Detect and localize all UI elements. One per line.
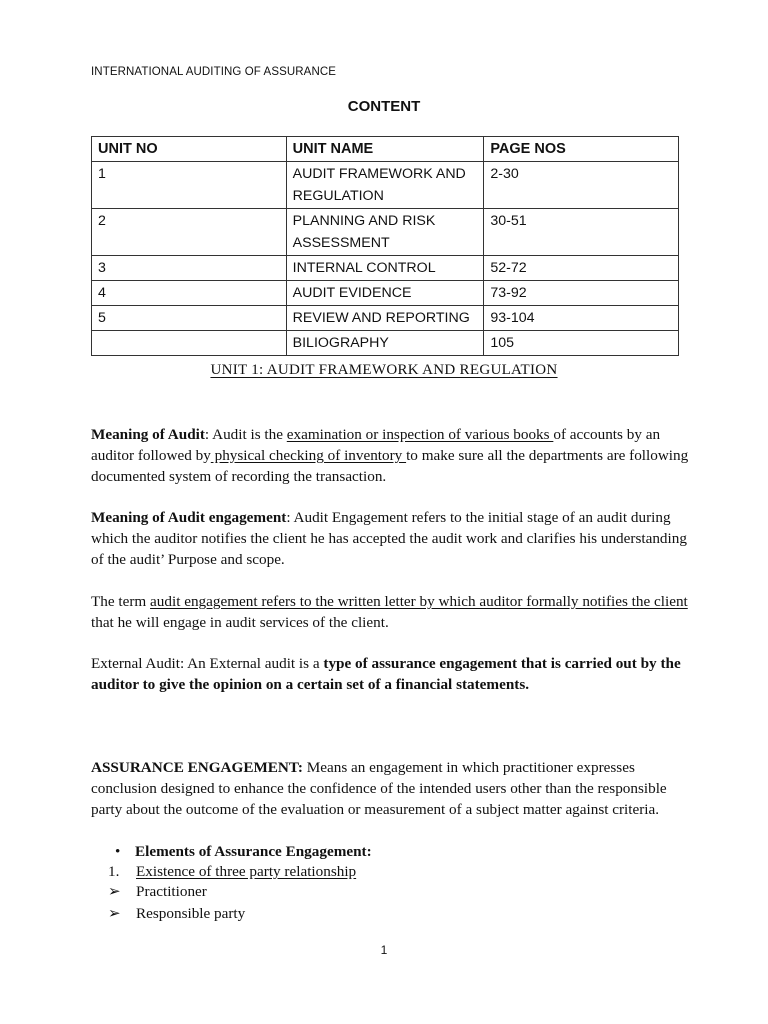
term-paragraph — [91, 591, 691, 633]
toc-unit-no: 5 — [92, 306, 287, 331]
toc-row — [92, 281, 679, 306]
bold-text: type of assurance engagement that is carried out by the auditor to give the opinion on a certain set of a financial statements. — [91, 655, 681, 693]
sub-item-text: Responsible party — [136, 905, 246, 922]
paragraph-text: : Audit Engagement refers to the initial stage of an audit during which the auditor notifies the client he has accepted the audit work and clarifies his understanding of the audit’ Purpose and scope. — [91, 509, 687, 568]
underlined-text: examination or inspection of various books — [286, 426, 554, 443]
underlined-text: audit engagement refers to the written letter by which auditor formally notifies the client — [150, 593, 688, 610]
sub-item-text: Practitioner — [136, 883, 207, 900]
toc-page-nos: 93-104 — [484, 306, 679, 331]
toc-column-header: PAGE NOS — [484, 137, 679, 162]
paragraph-text: that he will engage in audit services of the client. — [91, 614, 389, 631]
toc-unit-no: 3 — [92, 256, 287, 281]
toc-unit-no: 4 — [92, 281, 287, 306]
underlined-text: physical checking of inventory — [210, 447, 407, 464]
paragraph-text: of accounts by an auditor followed by — [91, 426, 661, 464]
meaning-of-engagement-term: Meaning of Audit engagement — [91, 509, 287, 526]
toc-header-row — [92, 137, 679, 162]
toc-column-header: UNIT NAME — [286, 137, 484, 162]
paragraph-text: Means an engagement in which practitioner expresses conclusion designed to enhance the confidence of the intended users other than the responsible party about the outcome of the evaluation or measurement of a subject matter against criteria. — [91, 759, 667, 818]
numbered-item — [91, 861, 356, 882]
toc-page-nos: 73-92 — [484, 281, 679, 306]
toc-unit-name: PLANNING AND RISK ASSESSMENT — [286, 209, 484, 256]
unit-heading-text: UNIT 1: AUDIT FRAMEWORK AND REGULATION — [210, 362, 558, 378]
content-title: CONTENT — [347, 98, 421, 115]
toc-row — [92, 256, 679, 281]
toc-unit-no: 2 — [92, 209, 287, 256]
toc-unit-name: REVIEW AND REPORTING — [286, 306, 484, 331]
meaning-of-engagement-paragraph — [91, 507, 691, 570]
arrow-bullet-icon: ➢ — [108, 883, 121, 900]
toc-unit-name: INTERNAL CONTROL — [286, 256, 484, 281]
paragraph-text: to make sure all the departments are following documented system of recording the transaction. — [91, 447, 689, 485]
toc-unit-name: BILIOGRAPHY — [286, 331, 484, 356]
paragraph-text: The term — [91, 593, 151, 610]
assurance-engagement-paragraph — [91, 757, 691, 820]
table-of-contents — [91, 136, 679, 356]
toc-row — [92, 162, 679, 209]
unit-heading — [0, 362, 768, 379]
bullet-icon: • — [115, 843, 121, 860]
document-header: INTERNATIONAL AUDITING OF ASSURANCE — [91, 66, 337, 78]
item-number: 1. — [108, 863, 120, 880]
toc-page-nos: 105 — [484, 331, 679, 356]
meaning-of-audit-paragraph — [91, 424, 691, 487]
toc-unit-name: AUDIT FRAMEWORK AND REGULATION — [286, 162, 484, 209]
toc-unit-no: 1 — [92, 162, 287, 209]
paragraph-text: External Audit: An External audit is a — [91, 655, 324, 672]
elements-heading-item — [91, 841, 372, 862]
toc-row — [92, 209, 679, 256]
sub-item — [91, 903, 245, 924]
page-number: 1 — [380, 943, 388, 957]
meaning-of-audit-term: Meaning of Audit — [91, 426, 205, 443]
item-text: Existence of three party relationship — [136, 863, 357, 880]
toc-column-header: UNIT NO — [92, 137, 287, 162]
external-audit-paragraph — [91, 653, 691, 695]
toc-row — [92, 306, 679, 331]
toc-page-nos: 2-30 — [484, 162, 679, 209]
elements-heading: Elements of Assurance Engagement: — [135, 843, 372, 860]
arrow-bullet-icon: ➢ — [108, 905, 121, 922]
toc-page-nos: 30-51 — [484, 209, 679, 256]
assurance-engagement-term: ASSURANCE ENGAGEMENT: — [91, 759, 303, 776]
sub-item — [91, 881, 207, 902]
toc-page-nos: 52-72 — [484, 256, 679, 281]
toc-row — [92, 331, 679, 356]
paragraph-text: : Audit is the — [204, 426, 287, 443]
toc-unit-no — [92, 331, 287, 356]
toc-unit-name: AUDIT EVIDENCE — [286, 281, 484, 306]
